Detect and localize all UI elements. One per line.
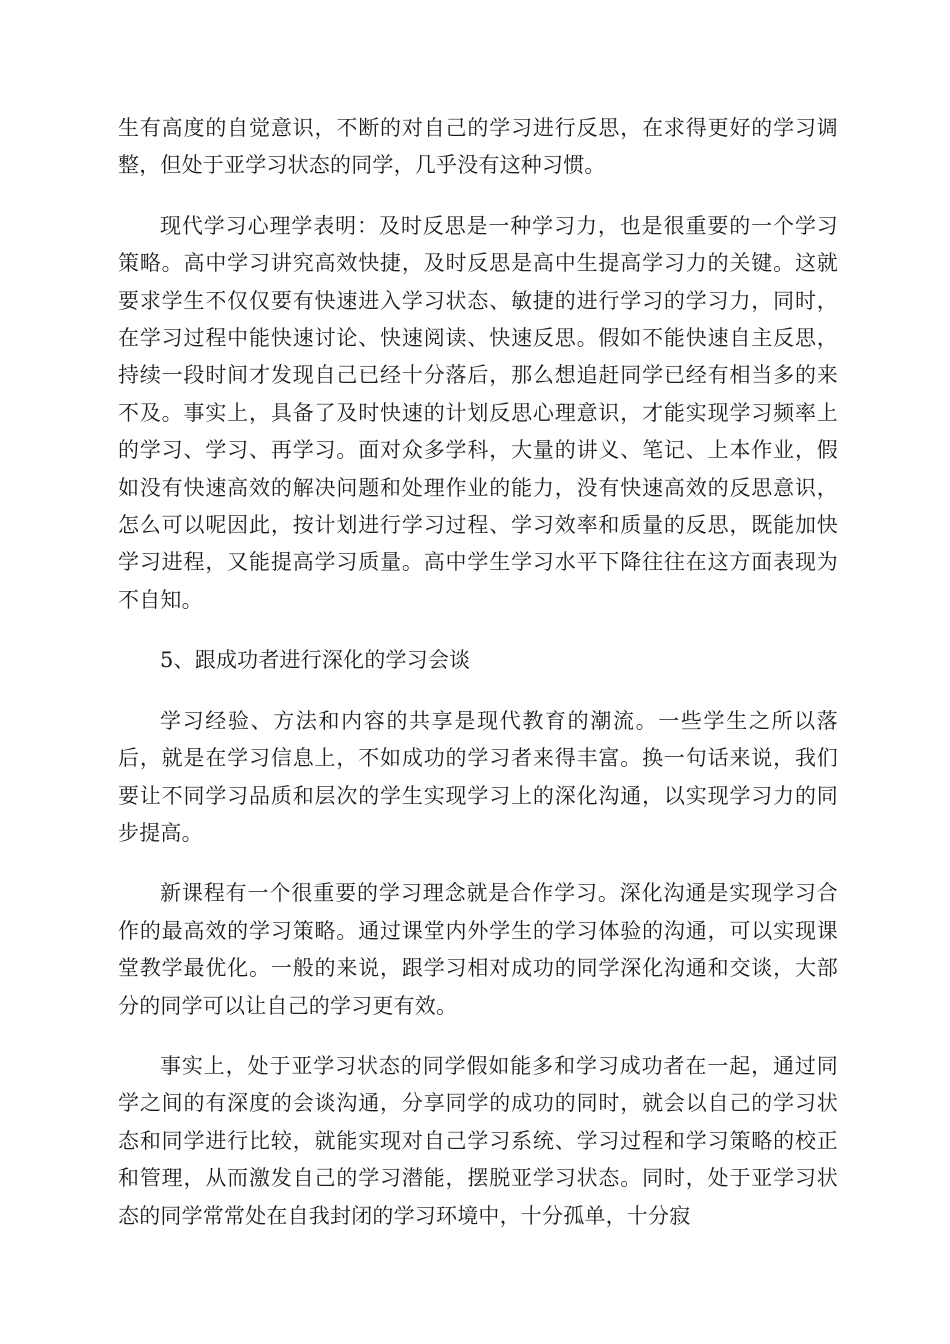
paragraph-reflection: 现代学习心理学表明：及时反思是一种学习力，也是很重要的一个学习策略。高中学习讲究高效快捷，及时反思是高中生提高学习力的关键。这就要求学生不仅仅要有快速进入学习状态、敏捷的进行学习的学习力，同时，在学习过程中能快速讨论、快速阅读、快速反思。假如不能快速自主反思，持续一段时间才发现自己已经十分落后，那么想追赶同学已经有相当多的来不及。事实上，具备了及时快速的计划反思心理意识，才能实现学习频率上的学习、学习、再学习。面对众多学科，大量的讲义、笔记、上本作业，假如没有快速高效的解决问题和处理作业的能力，没有快速高效的反思意识，怎么可以呢因此，按计划进行学习过程、学习效率和质量的反思，既能加快学习进程，又能提高学习质量。高中学生学习水平下降往往在这方面表现为不自知。 (118, 213, 838, 612)
section-heading: 5、跟成功者进行深化的学习会谈 (160, 648, 471, 673)
paragraph-conversation: 事实上，处于亚学习状态的同学假如能多和学习成功者在一起，通过同学之间的有深度的会谈沟通，分享同学的成功的同时，就会以自己的学习状态和同学进行比较，就能实现对自己学习系统、学习过程和学习策略的校正和管理，从而激发自己的学习潜能，摆脱亚学习状态。同时，处于亚学习状态的同学常常处在自我封闭的学习环境中，十分孤单，十分寂 (118, 1053, 838, 1228)
paragraph-cooperation: 新课程有一个很重要的学习理念就是合作学习。深化沟通是实现学习合作的最高效的学习策略。通过课堂内外学生的学习体验的沟通，可以实现课堂教学最优化。一般的来说，跟学习相对成功的同学深化沟通和交谈，大部分的同学可以让自己的学习更有效。 (118, 881, 838, 1018)
paragraph-continuation: 生有高度的自觉意识，不断的对自己的学习进行反思，在求得更好的学习调整，但处于亚学习状态的同学，几乎没有这种习惯。 (118, 116, 838, 178)
paragraph-sharing: 学习经验、方法和内容的共享是现代教育的潮流。一些学生之所以落后，就是在学习信息上，不如成功的学习者来得丰富。换一句话来说，我们要让不同学习品质和层次的学生实现学习上的深化沟通，以实现学习力的同步提高。 (118, 708, 838, 845)
document-body (118, 110, 838, 1258)
